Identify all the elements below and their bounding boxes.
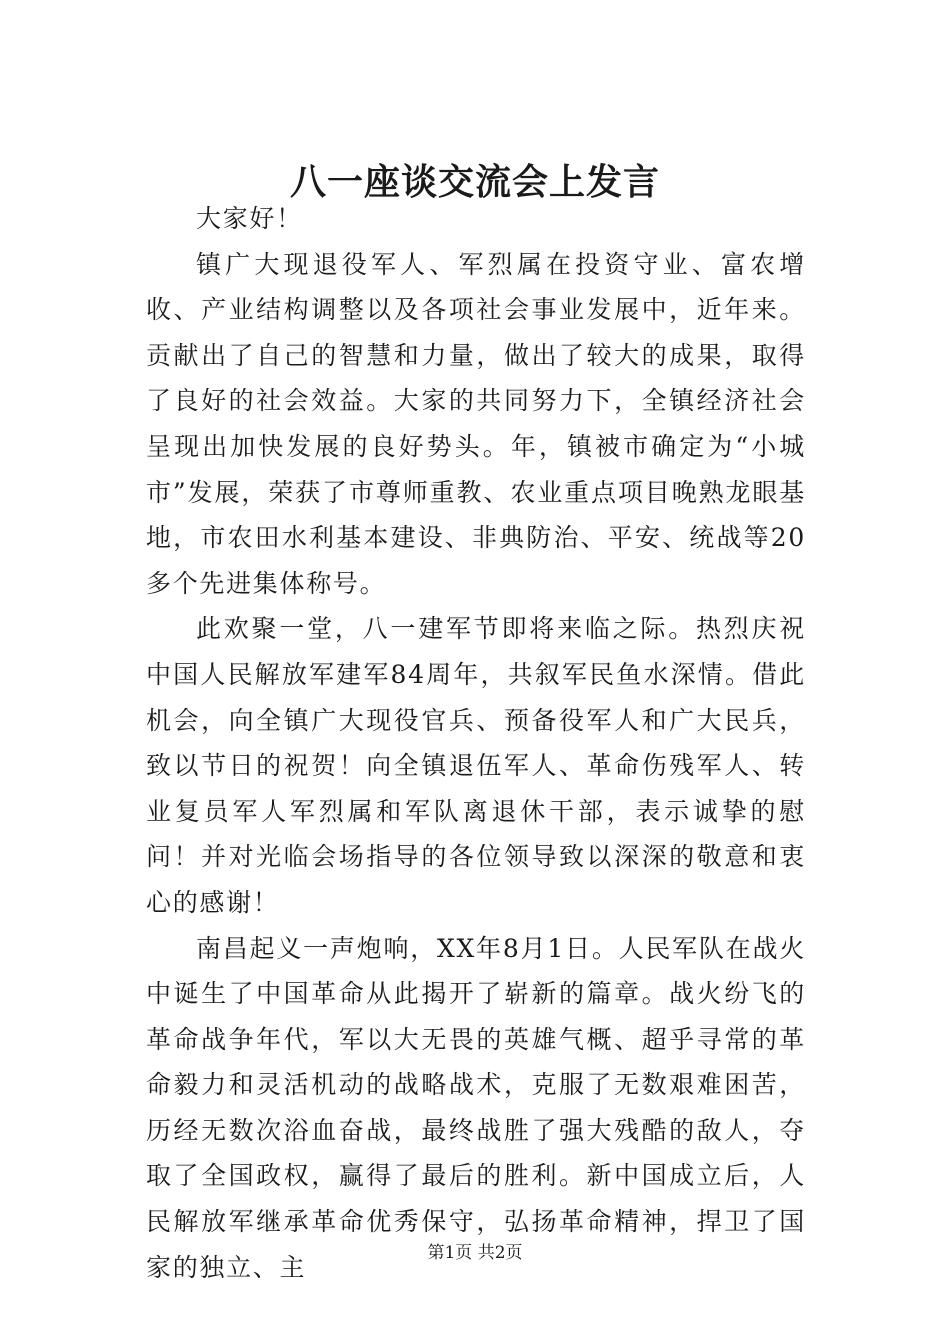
paragraph-greeting: 大家好！ bbox=[196, 204, 303, 233]
page-footer: 第1页 共2页 bbox=[427, 1243, 523, 1263]
paragraph-celebration: 此欢聚一堂，八一建军节即将来临之际。热烈庆祝中国人民解放军建军84周年，共叙军民鱼水深情。借此机会，向全镇广大现役官兵、预备役军人和广大民兵，致以节日的祝贺！向全镇退伍军人、革命伤残军人、转业复员军人军烈属和军队离退休干部，表示诚挚的慰问！并对光临会场指导的各位领导致以深深的敬意和衷心的感谢！ bbox=[146, 614, 806, 917]
paragraph-history: 南昌起义一声炮响，XX年8月1日。人民军队在战火中诞生了中国革命从此揭开了崭新的篇章。战火纷飞的革命战争年代，军以大无畏的英雄气概、超乎寻常的革命毅力和灵活机动的战略战术，克服了无数艰难困苦，历经无数次浴血奋战，最终战胜了强大残酷的敌人，夺取了全国政权，赢得了最后的胜利。新中国成立后，人民解放军继承革命优秀保守，弘扬革命精神，捍卫了国家的独立、主 bbox=[146, 933, 806, 1282]
document-title: 八一座谈交流会上发言 bbox=[289, 161, 660, 204]
paragraph-achievements: 镇广大现退役军人、军烈属在投资守业、富农增收、产业结构调整以及各项社会事业发展中，近年来。贡献出了自己的智慧和力量，做出了较大的成果，取得了良好的社会效益。大家的共同努力下，全镇经济社会呈现出加快发展的良好势头。年，镇被市确定为“小城市”发展，荣获了市尊师重教、农业重点项目晚熟龙眼基地，市农田水利基本建设、非典防治、平安、统战等20多个先进集体称号。 bbox=[146, 249, 806, 598]
document-body bbox=[146, 196, 806, 1290]
